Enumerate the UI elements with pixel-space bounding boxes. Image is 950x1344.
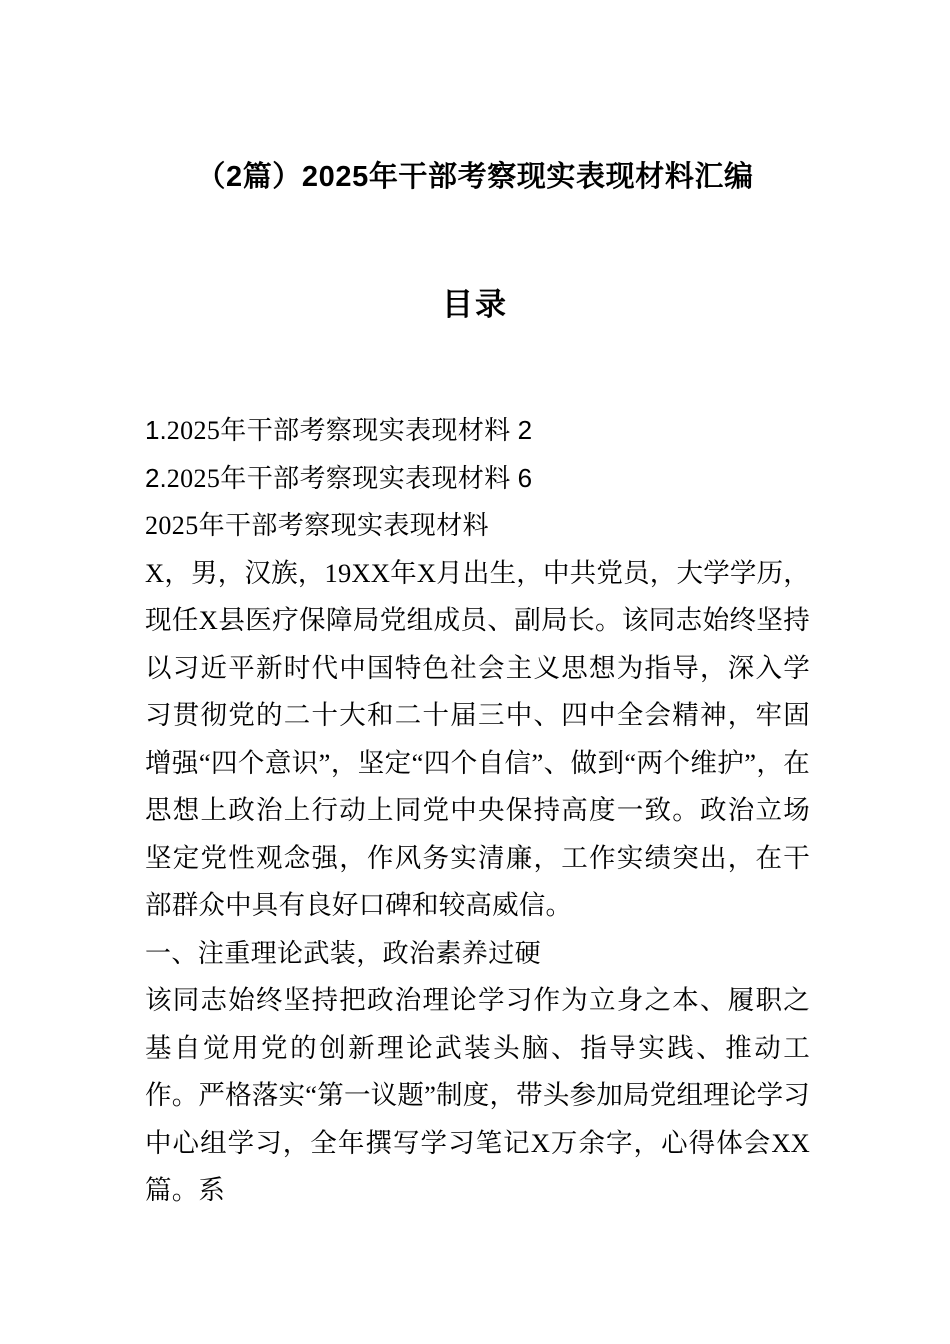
- toc-entry-1[interactable]: [145, 407, 810, 455]
- toc-entry-2-page: 6: [517, 462, 533, 493]
- toc-entry-2-title: 2025年干部考察现实表现材料: [166, 463, 511, 493]
- toc-entry-1-index: 1.: [145, 415, 167, 445]
- toc-entry-1-title: 2025年干部考察现实表现材料: [166, 416, 511, 445]
- content-column: [145, 407, 810, 1215]
- toc-entry-2-index: 2.: [145, 462, 167, 493]
- toc-entry-1-page: 2: [517, 415, 533, 445]
- toc-entry-2[interactable]: [145, 455, 810, 503]
- article-heading: 2025年干部考察现实表现材料: [145, 511, 490, 540]
- section-heading-1: 一、注重理论武装，政治素养过硬: [145, 938, 542, 968]
- document-title: （2篇）2025年干部考察现实表现材料汇编: [196, 161, 754, 193]
- table-of-contents-heading: 目录: [442, 287, 508, 322]
- intro-paragraph: X，男，汉族，19XX年X月出生，中共党员，大学学历，现任X县医疗保障局党组成员、副局长。该同志始终坚持以习近平新时代中国特色社会主义思想为指导，深入学习贯彻党的二十大和二十届三中、四中全会精神，牢固增强“四个意识”，坚定“四个自信”、做到“两个维护”，在思想上政治上行动上同党中央保持高度一致。政治立场坚定党性观念强，作风务实清廉，工作实绩突出，在干部群众中具有良好口碑和较高威信。: [145, 557, 810, 920]
- section-paragraph-1: 该同志始终坚持把政治理论学习作为立身之本、履职之基自觉用党的创新理论武装头脑、指导实践、推动工作。严格落实“第一议题”制度，带头参加局党组理论学习中心组学习，全年撰写学习笔记X万余字，心得体会XX篇。系: [145, 985, 810, 1205]
